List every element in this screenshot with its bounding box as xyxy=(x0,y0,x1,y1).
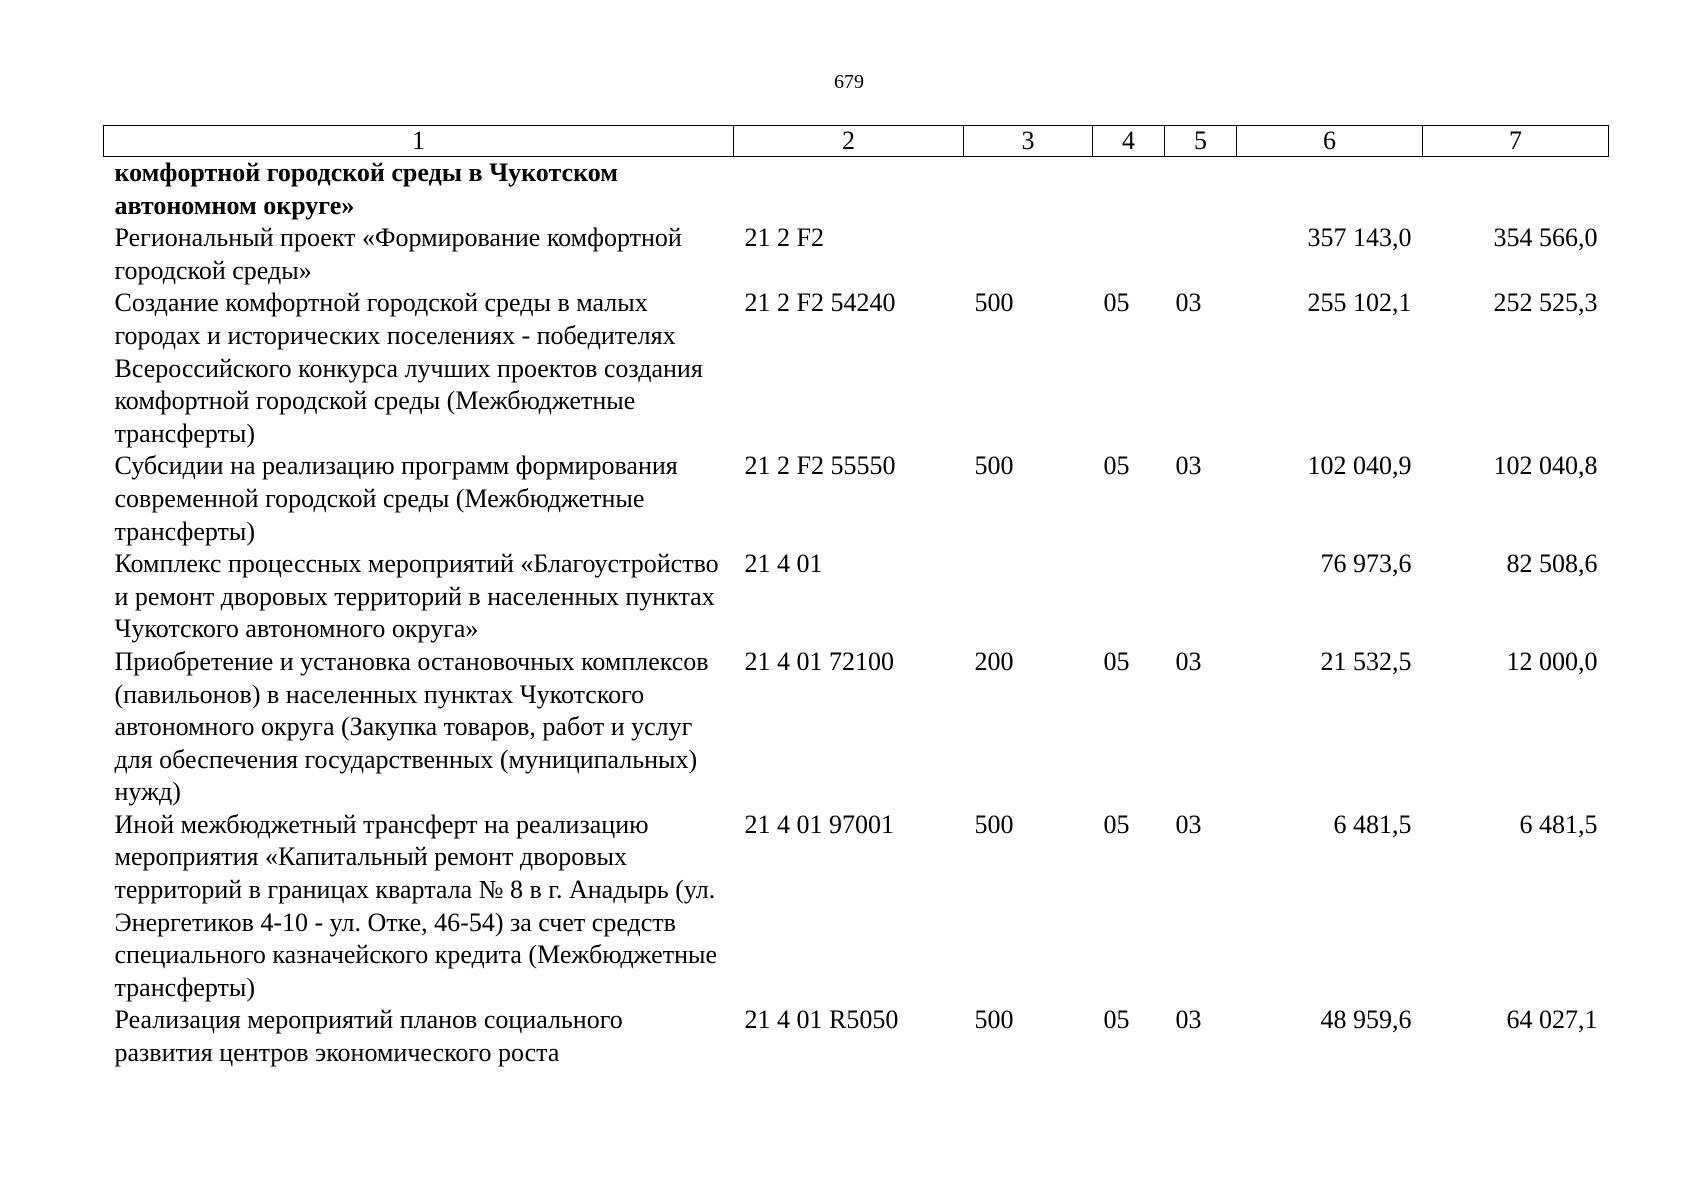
row-col-3: 500 xyxy=(974,1005,1014,1035)
row-col-5: 03 xyxy=(1175,288,1202,318)
row-name: Комплекс процессных мероприятий «Благоустройство и ремонт дворовых территорий в населенных пунктах Чукотского автономного округа» xyxy=(114,549,719,644)
row-value-7: 82 508,6 xyxy=(1506,549,1598,579)
row-code: 21 2 F2 54240 xyxy=(744,288,896,318)
row-value-6 xyxy=(1237,157,1423,223)
row-value-7 xyxy=(1423,157,1609,223)
row-name: Реализация мероприятий планов социального развития центров экономического роста xyxy=(114,1005,623,1068)
row-col-4: 05 xyxy=(1103,809,1130,839)
row-code: 21 4 01 xyxy=(744,549,823,579)
page-number: 679 xyxy=(834,71,864,93)
row-col-3: 500 xyxy=(974,288,1014,318)
row-value-6: 76 973,6 xyxy=(1320,549,1412,579)
row-code xyxy=(734,157,964,223)
row-name: Иной межбюджетный трансферт на реализацию мероприятия «Капитальный ремонт дворовых территорий в границах квартала № 8 в г. Анадырь (ул. Энергетиков 4-10 - ул. Отке, 46-54) за счет средств специального казначейского кредита (Межбюджетные трансферты) xyxy=(114,809,718,1002)
row-value-7: 64 027,1 xyxy=(1506,1005,1598,1035)
table-row xyxy=(104,157,1609,223)
row-value-6: 48 959,6 xyxy=(1320,1005,1412,1035)
row-col-4: 05 xyxy=(1103,451,1130,481)
row-col-4: 05 xyxy=(1103,646,1130,676)
row-col-3 xyxy=(964,157,1093,223)
row-name: Приобретение и установка остановочных комплексов (павильонов) в населенных пунктах Чукотского автономного округа (Закупка товаров, работ и услуг для обеспечения государственных (муниципальных) нужд) xyxy=(114,646,709,807)
table-header xyxy=(104,126,1609,157)
row-col-4 xyxy=(1093,548,1165,646)
row-col-3: 200 xyxy=(974,646,1014,676)
row-value-6: 357 143,0 xyxy=(1307,223,1412,253)
header-cell-1: 1 xyxy=(104,126,734,157)
row-code: 21 2 F2 xyxy=(744,223,824,253)
table-row xyxy=(104,809,1609,1005)
row-value-7: 102 040,8 xyxy=(1493,451,1598,481)
table-row xyxy=(104,287,1609,450)
row-col-5 xyxy=(1165,548,1237,646)
header-cell-4: 4 xyxy=(1093,126,1165,157)
table-row xyxy=(104,1004,1609,1069)
header-cell-3: 3 xyxy=(964,126,1093,157)
row-code: 21 2 F2 55550 xyxy=(744,451,896,481)
row-value-7: 6 481,5 xyxy=(1519,809,1598,839)
row-value-7: 354 566,0 xyxy=(1493,223,1598,253)
table-row xyxy=(104,548,1609,646)
table-row xyxy=(104,646,1609,809)
row-col-5 xyxy=(1165,222,1237,287)
row-code: 21 4 01 R5050 xyxy=(744,1005,899,1035)
row-col-5: 03 xyxy=(1175,809,1202,839)
row-name: комфортной городской среды в Чукотском автономном округе» xyxy=(114,158,618,220)
header-row xyxy=(104,126,1609,157)
row-value-6: 6 481,5 xyxy=(1333,809,1412,839)
row-col-3 xyxy=(964,548,1093,646)
row-col-4 xyxy=(1093,222,1165,287)
row-value-7: 12 000,0 xyxy=(1506,646,1598,676)
row-col-3: 500 xyxy=(974,451,1014,481)
row-name: Субсидии на реализацию программ формирования современной городской среды (Межбюджетные трансферты) xyxy=(114,451,678,546)
row-col-5: 03 xyxy=(1175,1005,1202,1035)
row-value-6: 21 532,5 xyxy=(1320,646,1412,676)
row-col-3: 500 xyxy=(974,809,1014,839)
row-code: 21 4 01 97001 xyxy=(744,809,894,839)
header-cell-6: 6 xyxy=(1237,126,1423,157)
table-row xyxy=(104,222,1609,287)
budget-table xyxy=(103,125,1609,1070)
row-value-6: 102 040,9 xyxy=(1307,451,1412,481)
row-col-3 xyxy=(964,222,1093,287)
row-code: 21 4 01 72100 xyxy=(744,646,894,676)
row-col-4: 05 xyxy=(1103,288,1130,318)
row-col-4: 05 xyxy=(1103,1005,1130,1035)
header-cell-7: 7 xyxy=(1423,126,1609,157)
table-body xyxy=(104,157,1609,1070)
row-value-6: 255 102,1 xyxy=(1307,288,1412,318)
header-cell-2: 2 xyxy=(734,126,964,157)
row-name: Создание комфортной городской среды в малых городах и исторических поселениях - победителях Всероссийского конкурса лучших проектов создания комфортной городской среды (Межбюджетные трансферты) xyxy=(114,288,703,448)
row-col-4 xyxy=(1093,157,1165,223)
header-cell-5: 5 xyxy=(1165,126,1237,157)
row-col-5: 03 xyxy=(1175,646,1202,676)
row-col-5: 03 xyxy=(1175,451,1202,481)
row-value-7: 252 525,3 xyxy=(1493,288,1598,318)
row-name: Региональный проект «Формирование комфортной городской среды» xyxy=(114,223,682,285)
row-col-5 xyxy=(1165,157,1237,223)
table-row xyxy=(104,450,1609,548)
